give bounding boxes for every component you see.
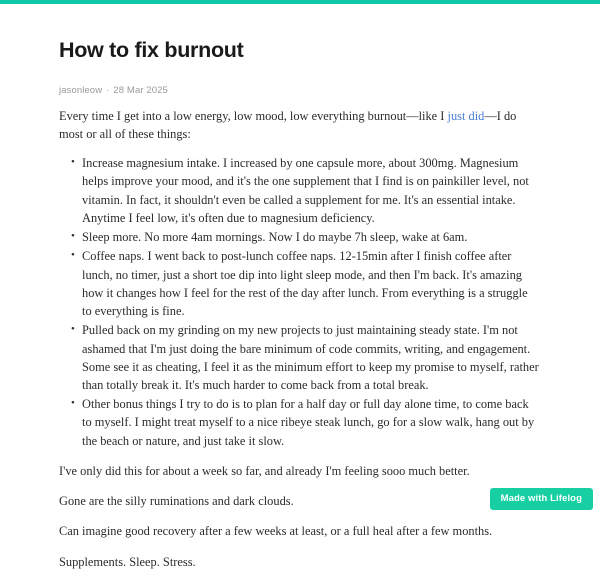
closing-paragraph: I've only did this for about a week so far, and already I'm feeling sooo much better.: [59, 463, 470, 478]
closing-paragraph: Can imagine good recovery after a few weeks at least, or a full heal after a few months.: [59, 524, 493, 539]
list-item: • Coffee naps. I went back to post-lunch coffee naps. 12-15min after I finish coffee after lunch, no timer, just a short toe dip into light sleep mode, and then I'm back. It's amazing how it changes how I feel for the rest of the day after lunch. From everything is a struggle to everything is fine.: [71, 247, 540, 320]
byline-separator: ·: [106, 84, 110, 96]
made-with-lifelog-badge[interactable]: Made with Lifelog: [490, 488, 593, 511]
list-item: • Pulled back on my grinding on my new projects to just maintaining steady state. I'm not ashamed that I'm just doing the bare minimum of code commits, writing, and engagement. Some see it as cheating, I feel it as the minimum effort to keep my promise to myself, rather than totally break it. It's much harder to come back from a total break.: [71, 321, 540, 394]
publish-date: 28 Mar 2025: [113, 84, 168, 96]
closing-paragraph: Supplements. Sleep. Stress.: [59, 554, 196, 569]
page-title: How to fix burnout: [59, 38, 244, 62]
intro-text-after-link: —I do most or all of these things:: [59, 108, 517, 141]
closing-paragraphs: [59, 462, 540, 571]
byline: [59, 85, 540, 96]
list-item: • Sleep more. No more 4am mornings. Now I do maybe 7h sleep, wake at 6am.: [71, 228, 540, 246]
author-name: jasonleow: [59, 84, 103, 96]
list-item: • Other bonus things I try to do is to plan for a half day or full day alone time, to come back to myself. I might treat myself to a nice ribeye steak lunch, go for a slow walk, hang out by the beach or nature, and just take it slow.: [71, 395, 540, 450]
intro-paragraph: [59, 107, 540, 143]
article-container: [0, 4, 600, 571]
article-page: [0, 4, 600, 569]
list-item: • Increase magnesium intake. I increased by one capsule more, about 300mg. Magnesium helps improve your mood, and it's the one supplement that I find is on painkiller level, not vitamin. In fact, it shouldn't even be called a supplement for me. It's an essential intake. Anytime I feel low, it's often due to magnesium deficiency.: [71, 154, 540, 227]
tips-list: [59, 154, 540, 450]
just-did-link[interactable]: just did: [447, 108, 485, 123]
intro-text-before-link: Every time I get into a low energy, low mood, low everything burnout—like I: [59, 108, 448, 123]
closing-paragraph: Gone are the silly ruminations and dark clouds.: [59, 494, 294, 509]
